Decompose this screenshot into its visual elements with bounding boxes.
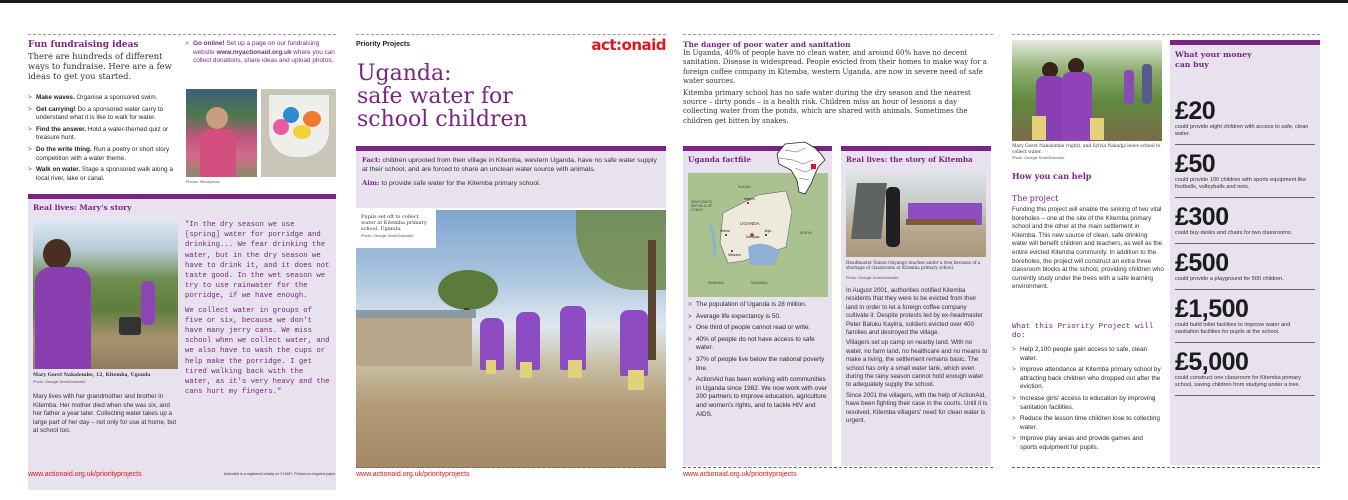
photo-water-balloons <box>261 89 336 177</box>
photo-hiker <box>186 89 257 177</box>
will-do-item: > Improve attendance at Kitemba primary school by attracting back children who dropped out after the eviction. <box>1012 366 1162 392</box>
page-top-rule <box>1012 34 1320 35</box>
go-online-item: > Go online! Set up a page on our fundraising website www.myactionaid.org.uk where you can collect donations, share ideas and upload photos. <box>185 40 337 66</box>
money-amount: £5,000 <box>1175 348 1249 376</box>
map-city-hoima: Hoima <box>720 229 730 233</box>
money-desc: could provide 100 children with sports equipment like footballs, volleyballs and nets. <box>1175 177 1307 190</box>
money-amount: £500 <box>1175 249 1229 277</box>
page-top-rule <box>28 34 336 35</box>
photo-credit: Photo: Georgie Scott/ActionAid <box>1012 156 1065 160</box>
map-label-tanzania: TANZANIA <box>750 281 768 285</box>
money-item <box>1175 98 1315 144</box>
bottom-rule <box>1012 467 1320 468</box>
bottom-rule <box>356 467 666 468</box>
money-item <box>1175 144 1315 197</box>
money-desc: could build toilet facilities to improve water and sanitation facilities for pupils at the school. <box>1175 322 1291 335</box>
panel-bar <box>841 146 991 151</box>
mary-credit: Photo: Georgie Scott/ActionAid <box>33 380 86 384</box>
fundraising-intro-text: There are hundreds of different ways to fundraise. Here are a few ideas to get you started. <box>28 51 172 81</box>
fact-item: > ActionAid has been working with communities in Uganda since 1982. We now work with over 200 partners to improve education, agriculture and women's rights, and to tackle HIV and AIDS. <box>688 376 828 419</box>
fact-item: > One third of people cannot read or write. <box>688 324 828 333</box>
kitemba-credit: Photo: Georgie Scott/ActionAid <box>846 276 899 280</box>
map-city-kitgum: Kitgum <box>744 197 755 201</box>
photo-credit: Photos: iStockphoto <box>186 180 220 184</box>
mary-caption: Mary Goret Nakalembe, 12, Kitemba, Uganda <box>33 373 151 378</box>
map-label-uganda: UGANDA <box>740 221 760 226</box>
map-city-jinja: Jinja <box>764 229 771 233</box>
fact-aim-panel <box>356 146 666 208</box>
idea-item: > Find the answer. Hold a water-themed quiz or treasure hunt. <box>28 126 180 143</box>
photo-caption: Mary Goret Nakalembe (right), and Sylvia Nakadja leave school to collect water. <box>1012 144 1161 155</box>
money-item <box>1175 289 1315 342</box>
footer-url[interactable]: www.actionaid.org.uk/priorityprojects <box>28 471 142 478</box>
footer-url[interactable]: www.actionaid.org.uk/priorityprojects <box>683 471 797 478</box>
idea-item: > Do the write thing. Run a poetry or short story competition with a water theme. <box>28 146 180 163</box>
photo-caption-box: Pupils set off to collect water at Kitemba primary school, Uganda. Photo: Georgie Scott/ActionAid <box>356 210 436 248</box>
marys-story-title: Real lives: Mary's story <box>33 203 132 212</box>
kitemba-body: In August 2001, authorities notified Kitemba residents that they were to be evicted from their land in order to let a foreign coffee company cultivate it. Despite protests led by ex-headmaster Peter Baluku Kayiira, soldiers evicted over 400 families and destroyed the village. Villagers set up camp on nearby land. With no water, no farm land, no healthcare and no means to make a living, the settlement remains basic. The school has only a small water tank, which even during the rainy season cannot hold enough water to adequately supply the school. Since 2001 the villagers, with the help of ActionAid, have been fighting their case in the courts. Until it is resolved, Kitemba villagers' need for clean water is urgent. <box>846 287 988 425</box>
panel-bar <box>1170 40 1320 45</box>
factfile-panel <box>683 146 832 466</box>
money-desc: could construct one classroom for Kitemba primary school, saving children from studying under a tree. <box>1175 375 1301 388</box>
will-do-item: > Increase girls' access to education by improving sanitation facilities. <box>1012 395 1162 412</box>
money-amount: £300 <box>1175 203 1229 231</box>
mary-quote: "In the dry season we use [spring] water for porridge and drinking... We fear drinking the water, but in the dry season we have to drink it, and it does not taste good. In the wet season we try to use rainwater for the porridge, if we have enough. We collect water in groups of five or six, because we don't have many jerry cans. We miss school when we collect water, and we also have to wash the cups or help make the porridge. I get tired walking back with the water, as it's very heavy and the cans hurt my fingers." <box>185 221 330 397</box>
actionaid-logo: act:onaid <box>591 36 666 54</box>
factfile-list <box>688 301 828 422</box>
money-list <box>1175 98 1315 396</box>
go-online-block <box>185 40 337 69</box>
kitemba-caption: Headmaster Simon Onyango teaches under a tree because of a shortage of classrooms at Kitemba primary school. <box>846 260 981 270</box>
photo-headmaster <box>846 173 986 257</box>
page-cover <box>356 34 666 494</box>
project-text: Funding this project will enable the sinking of two vital boreholes – one at the site of the Kitemba primary school and the other at the main settlement in Kitemba. This new source of clean, safe drinking water will benefit children and teachers, as well as the entire evicted Kitemba community. In addition to the boreholes, the project will construct an extra three classroom blocks at the school, providing children who currently study under the trees with a safe learning environment. <box>1012 206 1164 291</box>
page-fundraising <box>28 34 336 494</box>
money-desc: could provide eight children with access to safe, clean water. <box>1175 124 1309 137</box>
fact-text: Fact: children uprooted from their village in Kitemba, western Uganda, have no safe water supply at their school, and are forced to share an unclean water source with animals. <box>362 156 657 173</box>
money-desc: could provide a playground for 500 children. <box>1175 276 1284 282</box>
mary-body: Mary lives with her grandmother and brother in Kitemba. Her mother died when she was six, and her father a year later. Collecting water takes up a large part of her day – not only for use at home, but at school too. <box>33 393 177 435</box>
factfile-title: Uganda factfile <box>688 155 752 164</box>
money-amount: £20 <box>1175 97 1216 125</box>
footer-url[interactable]: www.actionaid.org.uk/priorityprojects <box>356 471 470 478</box>
top-border <box>0 0 1348 3</box>
africa-inset-map <box>775 140 827 196</box>
kitemba-story-panel <box>841 146 991 466</box>
map-label-rwanda: RWANDA <box>708 281 724 285</box>
fact-item: > Average life expectancy is 50. <box>688 313 828 322</box>
money-item <box>1175 243 1315 289</box>
map-label-sudan: SUDAN <box>738 185 751 189</box>
map-city-mbarara: Mbarara <box>728 253 741 257</box>
money-desc: could buy desks and chairs for two classrooms. <box>1175 230 1293 236</box>
panel-bar <box>28 194 336 199</box>
idea-item: > Get carrying! Do a sponsored water carry to understand what it is like to walk for water. <box>28 106 180 123</box>
fact-item: > 40% of people do not have access to safe water. <box>688 336 828 353</box>
money-panel <box>1170 40 1320 465</box>
section-label: Priority Projects <box>356 41 411 48</box>
will-do-item: > Improve play areas and provide games and sports equipment for pupils. <box>1012 435 1162 452</box>
fact-item: > 37% of people live below the national poverty line. <box>688 356 828 373</box>
danger-title: The danger of poor water and sanitation <box>683 40 851 49</box>
page-top-rule <box>683 34 993 35</box>
page-danger <box>683 34 993 494</box>
will-do-item: > Help 2,100 people gain access to safe, clean water. <box>1012 346 1162 363</box>
fundraising-ideas-list <box>28 94 180 186</box>
money-item <box>1175 197 1315 243</box>
map-label-kenya: KENYA <box>800 231 812 235</box>
will-do-list <box>1012 346 1162 456</box>
map-label-drc: DEMOCRATIC REPUBLIC OF CONGO <box>691 200 713 212</box>
idea-item: > Make waves. Organise a sponsored swim. <box>28 94 180 103</box>
photo-mary <box>33 219 178 369</box>
marys-story-panel <box>28 194 336 490</box>
myactionaid-link[interactable]: www.myactionaid.org.uk <box>216 48 292 56</box>
map-city-kampala: Kampala <box>746 235 760 239</box>
money-amount: £50 <box>1175 150 1216 178</box>
danger-body: In Uganda, 40% of people have no clean water, and around 60% have no decent sanitation. Disease is widespread. People evicted from their homes to make way for a foreign coffee company in Kitemba, western Uganda, are now in severe need of safe water sources. Kitemba primary school has no safe water during the dry season and the nearest source – dirty ponds – is a health risk. Children miss an hour of lessons a day collecting water from the ponds, which are shared with animals. Sometimes the children get bitten by snakes. <box>683 49 987 125</box>
idea-item: > Walk on water. Stage a sponsored walk along a local river, lake or canal. <box>28 166 180 183</box>
bottom-rule <box>683 467 993 468</box>
will-do-item: > Reduce the lesson time children lose to collecting water. <box>1012 415 1162 432</box>
footer-legal: ActionAid is a registered charity no 274467. Printed on recycled paper. <box>223 472 336 476</box>
project-title: The project <box>1012 194 1059 203</box>
photo-girls-carrying-water <box>1012 40 1162 141</box>
will-do-title: What this Priority Project will do: <box>1012 323 1154 340</box>
help-title: How you can help <box>1012 171 1092 181</box>
page-title: Uganda: safe water for school children <box>357 61 528 132</box>
page-top-rule <box>356 34 666 35</box>
photo-pupils-walking <box>356 210 666 468</box>
page-how-to-help <box>1012 34 1320 494</box>
fundraising-intro <box>28 40 178 81</box>
aim-text: Aim: to provide safe water for the Kitemba primary school. <box>362 179 541 187</box>
money-title: What your money can buy <box>1175 50 1252 69</box>
fact-item: > The population of Uganda is 28 million. <box>688 301 828 310</box>
kitemba-title: Real lives: the story of Kitemba <box>846 155 973 164</box>
money-item <box>1175 342 1315 396</box>
money-amount: £1,500 <box>1175 295 1249 323</box>
fundraising-title: Fun fundraising ideas <box>28 40 139 50</box>
